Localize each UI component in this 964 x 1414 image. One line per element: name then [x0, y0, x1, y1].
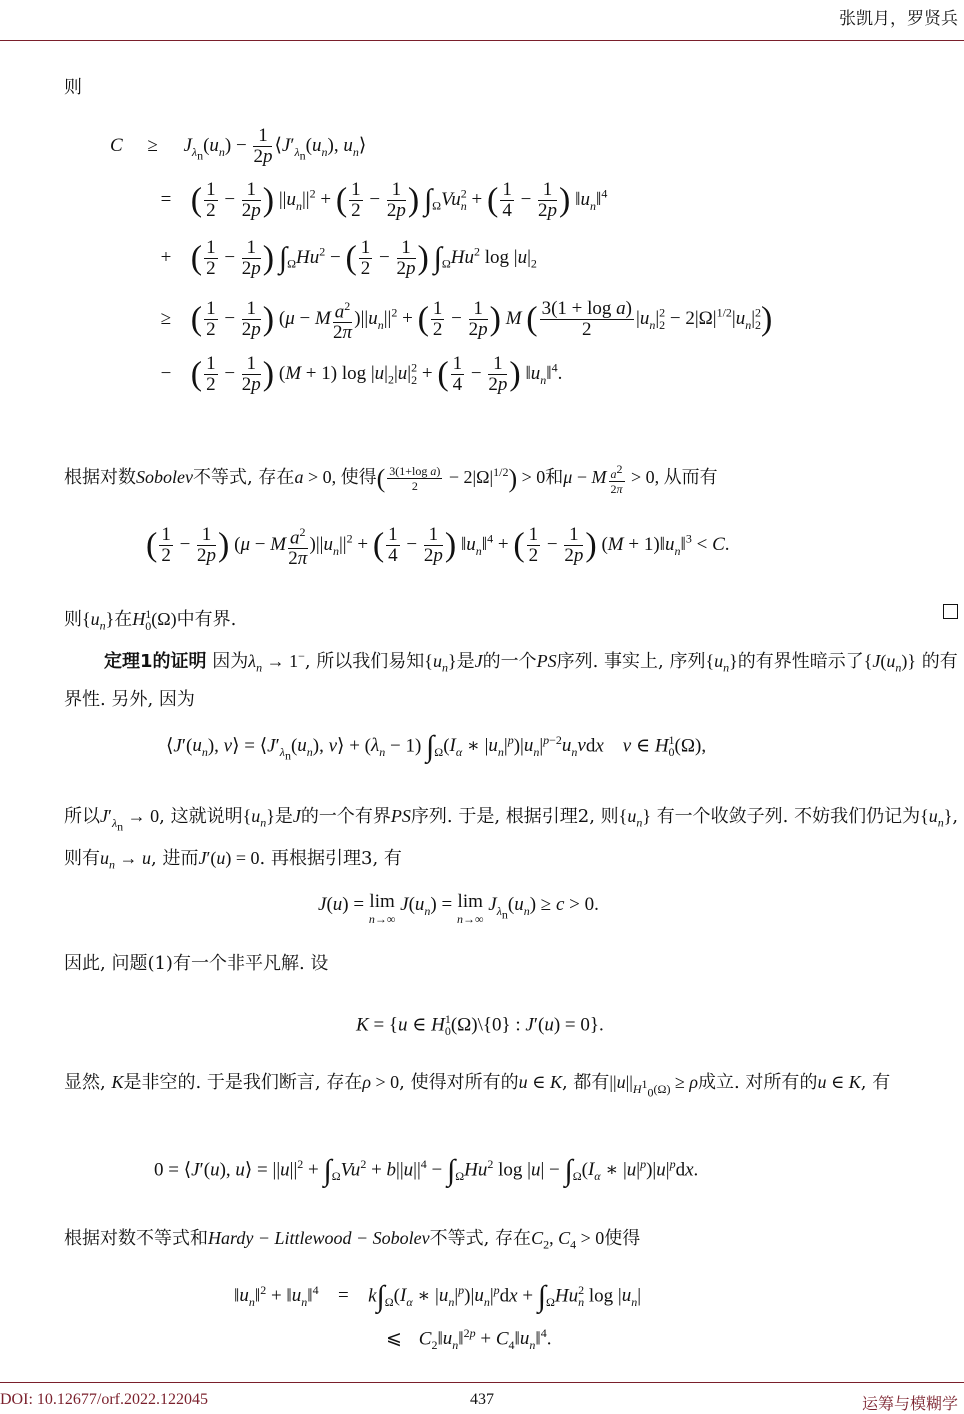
text-p1-d: 和 — [545, 467, 564, 488]
text-p6-d: , 都有 — [561, 1072, 610, 1093]
footer-journal-link[interactable]: 运筹与模糊学 — [861, 1394, 958, 1413]
text-p4-a: 所以 — [64, 806, 100, 827]
text-p6-a: 显然, — [64, 1072, 106, 1093]
text-p6-c: , 使得对所有的 — [399, 1072, 519, 1093]
text-p1-a: 根据对数 — [64, 467, 136, 488]
para-hls: 根据对数不等式和Hardy − Littlewood − Sobolev不等式, 存在$C_2$, $C_4 > 0$使得 — [64, 1228, 641, 1252]
eq-derivative: $⟨J'(u_n)$, v⟩ = $⟨J'_{\lambda_n}(u_n)$, v⟩ + $(\lambda_n - 1)$ $\int_\Omega(I_\alpha$ ∗ $|u_n|^p)|u_n|^{p-2}u_nvdx$ v ∈ $H^1_0(\Omega)$, — [166, 730, 707, 763]
text-p4-c: 是 — [274, 806, 293, 827]
text-p4-b: , 这就说明 — [159, 806, 243, 827]
eq-set-k: K = {u ∈ $H^1_0(\Omega)\backslash\{0\}$ : J′(u) = 0}. — [356, 1012, 604, 1039]
footer-doi-link[interactable]: DOI: 10.12677/orf.2022.122045 — [0, 1391, 208, 1408]
text-p3-g: 暗示了 — [809, 651, 864, 672]
eq-final-1: $‖u_n‖^2$ + $‖u_n‖^4 = k\int_\Omega(I_\alpha$ ∗ $|u_n|^p)|u_n|^pdx + \int_\Omega Hu^2_n$ $\log |u_n|$ — [234, 1280, 642, 1313]
text-p7-b: 不等式, 存在 — [429, 1228, 532, 1249]
text-p2-a: 则 — [64, 609, 82, 630]
eq-line-5: − ( $\frac{1}{2}$ − $\frac{1}{2p}$ ) (M + 1) $\log |u|_2|u|^2_2$ + ( $\frac{1}{4}$ − $\frac{1}{2p}$ ) $‖u_n‖^4$. — [160, 353, 563, 395]
eq-line-1: $C \ge J_{\lambda_n}(u_n)$ − $\frac{1}{2p}$ $⟨J'_{\lambda_n}(u_n)$, $u_n⟩$ — [110, 125, 367, 167]
header-divider — [0, 40, 964, 41]
text-p6-e: 成立. 对所有 — [697, 1072, 800, 1093]
eq-final-2: ⩽ $C_2‖u_n‖^{2p}$ + $C_4‖u_n‖^4$. — [386, 1326, 552, 1353]
text-hls: Hardy − Littlewood − Sobolev — [208, 1228, 430, 1248]
eq-line-4: ≥ ( $\frac{1}{2}$ − $\frac{1}{2p}$ ) (μ − M $\frac{a^2}{2\pi}$ )$||u_n||^2$ + ( $\frac{1}{2}$ − $\frac{1}{2p}$ ) M ( $\frac{\text{3(1 + log a)}}{2}$ $|u_n|^2_2 - 2|\Omega|^{1/2}|u_n|^2_2$) — [146, 296, 772, 343]
header-authors: 张凯月，罗贤兵 — [839, 9, 958, 29]
text-p4-i: , 进而 — [151, 847, 199, 869]
text-p3-b: , 所以我们易知 — [304, 651, 425, 672]
text-p2-c: 中有界. — [176, 609, 237, 630]
text-p2-b: 在 — [114, 609, 133, 630]
text-p3-c: 是 — [456, 651, 475, 672]
text-p4-g: 妨我们仍记为 — [812, 806, 921, 827]
text-sobolev: Sobolev — [136, 467, 193, 487]
text-p1-c: 使得 — [340, 467, 377, 488]
eq-bound: ( $\frac{1}{2}$ − $\frac{1}{2p}$ ) (μ − M $\frac{a^2}{2\pi}$ )$||u_n||^2$ + ( $\frac{1}{4}$ − $\frac{1}{2p}$ ) $‖u_n‖^4$ + ( $\frac{1}{2}$ − $\frac{1}{2p}$ ) $(M + 1)‖u_n‖^3 < C$. — [146, 522, 730, 569]
text-p7-c: 使得 — [604, 1228, 641, 1249]
text-p4-e: 序列. 于是, 根据引理2, 则 — [410, 806, 619, 827]
para-k-nonempty: 显然, K是非空的. 于是我们断言, 存在ρ > 0, 使得对所有的u ∈ K, 都有$||u||_{H^1_0(\Omega)} \ge \rho$成立. 对所有的u ∈ K, 有 — [64, 1072, 891, 1099]
text-p3-a: 因为 — [212, 651, 249, 672]
para-nontrivial: 因此, 问题(1)有一个非平凡解. 设 — [64, 953, 329, 974]
qed-box — [943, 604, 958, 619]
para-bounded-ps: 所以$J'_{\lambda_n} \to 0$, 这就说明$\{u_n\}$是J的一个有界PS序列. 于是, 根据引理2, 则$\{u_n\}$ 有一个收敛子列. 不妨我们仍记为$\{u_n\}$, 则有$u_n \to u$, 进而J′(u) = 0. 再根据引理3, 有 — [64, 806, 959, 872]
text-p3-f: 的有界性 — [737, 651, 810, 672]
para-bounded: 则$\{u_n\}$在$H^1_0(\Omega)$中有界. — [64, 607, 237, 633]
eq-limit: J(u) = lim n→∞ $J(u_n) = \lim$ n→∞ $J_{\lambda_n}(u_n) \ge c > 0$. — [318, 891, 599, 926]
text-p6-f: 的 — [799, 1072, 818, 1093]
text-p4-h: , 则有 — [64, 806, 959, 869]
eq-zero: 0 = ⟨J′(u), u⟩ = $||u||^2 + \int_\Omega Vu^2 + b||u||^4 - \int_\Omega Hu^2$ $\log |u| - \int_\Omega(I_\alpha$ ∗ $|u|^p)|u|^pdx$. — [154, 1154, 699, 1187]
text-p7-a: 根据对数不等式和 — [64, 1228, 208, 1249]
text-p6-g: , 有 — [860, 1072, 891, 1093]
text-ze: 则 — [64, 77, 82, 98]
eq-line-2: = ( $\frac{1}{2}$ − $\frac{1}{2p}$ ) $||u_n||^2$ + ( $\frac{1}{2}$ − $\frac{1}{2p}$ ) $\int_\Omega Vu^2_n$ + ( $\frac{1}{4}$ − $\frac{1}{2p}$ ) $‖u_n‖^4$ — [160, 179, 608, 221]
text-p1-e: 从而有 — [663, 467, 718, 488]
theorem-label: 定理1的证明 — [104, 651, 207, 672]
text-p6-b: 是非空的. 于是我们断言, 存在 — [123, 1072, 363, 1093]
text-p3-e: 序列. 事实上, 序列 — [556, 651, 706, 672]
para-sobolev: 根据对数Sobolev不等式, 存在a > 0, 使得( $\frac{\text{3(1+log a)}}{2}$ − $2|\Omega|^{1/2}) > 0$和μ − M $\frac{a^2}{2\pi}$ > 0, 从而有 — [64, 461, 718, 496]
text-p3-d: 的一个 — [482, 651, 537, 672]
text-p3-h: 的有界性. 另外, 因为 — [64, 651, 958, 710]
text-p4-d: 的一个有界 — [300, 806, 391, 827]
para-theorem-proof: 定理1的证明 因为$\lambda_n \to 1^-$, 所以我们易知$\{u_n\}$是J的一个PS序列. 事实上, 序列$\{u_n\}$的有界性暗示了$\{J(u_n)\}$ 的有界性. 另外, 因为 — [64, 649, 958, 710]
text-p4-f: 有一个收敛子列. 不 — [656, 806, 813, 827]
text-p4-j: . 再根据引理3, 有 — [259, 847, 402, 869]
eq-line-3: + ( $\frac{1}{2}$ − $\frac{1}{2p}$ ) $\int_\Omega Hu^2$ − ( $\frac{1}{2}$ − $\frac{1}{2p}$ ) $\int_\Omega Hu^2$ $\log |u|_2$ — [160, 237, 537, 279]
footer-divider — [0, 1382, 964, 1383]
footer-page-number: 437 — [470, 1391, 494, 1408]
text-p1-b: 不等式, 存在 — [192, 467, 295, 488]
